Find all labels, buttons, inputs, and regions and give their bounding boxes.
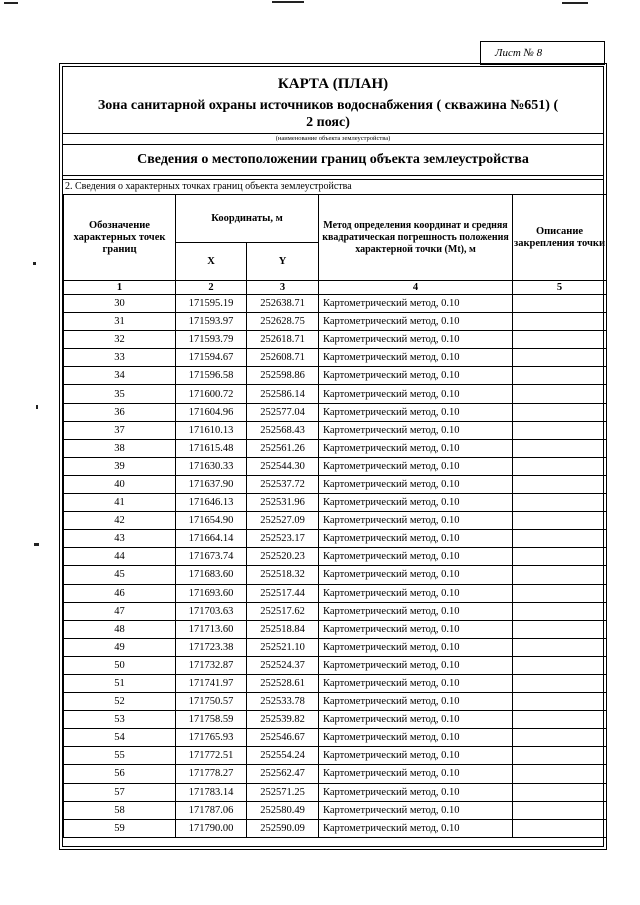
scan-speck bbox=[272, 1, 304, 3]
x-coordinate-cell: 171593.97 bbox=[176, 313, 247, 331]
point-number-cell: 53 bbox=[64, 711, 176, 729]
description-cell bbox=[513, 747, 607, 765]
point-number-cell: 31 bbox=[64, 313, 176, 331]
description-cell bbox=[513, 638, 607, 656]
point-number-cell: 36 bbox=[64, 403, 176, 421]
x-coordinate-cell: 171787.06 bbox=[176, 801, 247, 819]
method-cell: Картометрический метод, 0.10 bbox=[319, 421, 513, 439]
y-coordinate-cell: 252518.84 bbox=[247, 620, 319, 638]
sub-section-title: 2. Сведения о характерных точках границ объекта землеустройства bbox=[63, 179, 603, 194]
header-y: Y bbox=[247, 243, 319, 281]
point-number-cell: 51 bbox=[64, 674, 176, 692]
header-coordinates: Координаты, м bbox=[176, 195, 319, 243]
table-row bbox=[64, 349, 607, 367]
x-coordinate-cell: 171783.14 bbox=[176, 783, 247, 801]
method-cell: Картометрический метод, 0.10 bbox=[319, 530, 513, 548]
method-cell: Картометрический метод, 0.10 bbox=[319, 674, 513, 692]
y-coordinate-cell: 252537.72 bbox=[247, 475, 319, 493]
x-coordinate-cell: 171654.90 bbox=[176, 512, 247, 530]
description-cell bbox=[513, 475, 607, 493]
table-row bbox=[64, 729, 607, 747]
header-method: Метод определения координат и средняя квадратическая погрешность положения характерной точки (Mt), м bbox=[319, 195, 513, 281]
point-number-cell: 39 bbox=[64, 457, 176, 475]
x-coordinate-cell: 171732.87 bbox=[176, 656, 247, 674]
y-coordinate-cell: 252520.23 bbox=[247, 548, 319, 566]
x-coordinate-cell: 171741.97 bbox=[176, 674, 247, 692]
method-cell: Картометрический метод, 0.10 bbox=[319, 819, 513, 837]
method-cell: Картометрический метод, 0.10 bbox=[319, 349, 513, 367]
description-cell bbox=[513, 693, 607, 711]
y-coordinate-cell: 252554.24 bbox=[247, 747, 319, 765]
y-coordinate-cell: 252521.10 bbox=[247, 638, 319, 656]
table-row bbox=[64, 530, 607, 548]
x-coordinate-cell: 171596.58 bbox=[176, 367, 247, 385]
y-coordinate-cell: 252544.30 bbox=[247, 457, 319, 475]
description-cell bbox=[513, 548, 607, 566]
y-coordinate-cell: 252608.71 bbox=[247, 349, 319, 367]
method-cell: Картометрический метод, 0.10 bbox=[319, 313, 513, 331]
object-caption: (наименование объекта землеустройства) bbox=[63, 133, 603, 145]
point-number-cell: 55 bbox=[64, 747, 176, 765]
y-coordinate-cell: 252518.32 bbox=[247, 566, 319, 584]
method-cell: Картометрический метод, 0.10 bbox=[319, 747, 513, 765]
table-row bbox=[64, 367, 607, 385]
table-row bbox=[64, 584, 607, 602]
method-cell: Картометрический метод, 0.10 bbox=[319, 295, 513, 313]
x-coordinate-cell: 171750.57 bbox=[176, 693, 247, 711]
x-coordinate-cell: 171778.27 bbox=[176, 765, 247, 783]
method-cell: Картометрический метод, 0.10 bbox=[319, 512, 513, 530]
description-cell bbox=[513, 819, 607, 837]
point-number-cell: 44 bbox=[64, 548, 176, 566]
method-cell: Картометрический метод, 0.10 bbox=[319, 331, 513, 349]
x-coordinate-cell: 171637.90 bbox=[176, 475, 247, 493]
method-cell: Картометрический метод, 0.10 bbox=[319, 439, 513, 457]
scan-speck bbox=[36, 405, 38, 409]
description-cell bbox=[513, 421, 607, 439]
y-coordinate-cell: 252580.49 bbox=[247, 801, 319, 819]
point-number-cell: 45 bbox=[64, 566, 176, 584]
method-cell: Картометрический метод, 0.10 bbox=[319, 548, 513, 566]
x-coordinate-cell: 171765.93 bbox=[176, 729, 247, 747]
header-x: X bbox=[176, 243, 247, 281]
table-row bbox=[64, 295, 607, 313]
x-coordinate-cell: 171723.38 bbox=[176, 638, 247, 656]
table-row bbox=[64, 494, 607, 512]
x-coordinate-cell: 171593.79 bbox=[176, 331, 247, 349]
x-coordinate-cell: 171594.67 bbox=[176, 349, 247, 367]
point-number-cell: 57 bbox=[64, 783, 176, 801]
point-number-cell: 50 bbox=[64, 656, 176, 674]
method-cell: Картометрический метод, 0.10 bbox=[319, 403, 513, 421]
table-row bbox=[64, 711, 607, 729]
method-cell: Картометрический метод, 0.10 bbox=[319, 457, 513, 475]
x-coordinate-cell: 171703.63 bbox=[176, 602, 247, 620]
method-cell: Картометрический метод, 0.10 bbox=[319, 385, 513, 403]
point-number-cell: 47 bbox=[64, 602, 176, 620]
x-coordinate-cell: 171595.19 bbox=[176, 295, 247, 313]
description-cell bbox=[513, 530, 607, 548]
x-coordinate-cell: 171693.60 bbox=[176, 584, 247, 602]
point-number-cell: 46 bbox=[64, 584, 176, 602]
y-coordinate-cell: 252590.09 bbox=[247, 819, 319, 837]
column-number-row bbox=[64, 281, 607, 295]
y-coordinate-cell: 252539.82 bbox=[247, 711, 319, 729]
zone-title: Зона санитарной охраны источников водоснабжения ( скважина №651) ( 2 пояс) bbox=[97, 98, 559, 130]
table-row bbox=[64, 747, 607, 765]
y-coordinate-cell: 252586.14 bbox=[247, 385, 319, 403]
header-designation: Обозначение характерных точек границ bbox=[64, 195, 176, 281]
method-cell: Картометрический метод, 0.10 bbox=[319, 729, 513, 747]
document-inner-frame bbox=[62, 66, 604, 847]
scan-speck bbox=[34, 543, 39, 546]
table-row bbox=[64, 602, 607, 620]
description-cell bbox=[513, 620, 607, 638]
y-coordinate-cell: 252531.96 bbox=[247, 494, 319, 512]
y-coordinate-cell: 252524.37 bbox=[247, 656, 319, 674]
y-coordinate-cell: 252561.26 bbox=[247, 439, 319, 457]
column-number: 2 bbox=[176, 281, 247, 295]
point-number-cell: 48 bbox=[64, 620, 176, 638]
column-number: 4 bbox=[319, 281, 513, 295]
point-number-cell: 38 bbox=[64, 439, 176, 457]
y-coordinate-cell: 252618.71 bbox=[247, 331, 319, 349]
method-cell: Картометрический метод, 0.10 bbox=[319, 656, 513, 674]
table-row bbox=[64, 638, 607, 656]
point-number-cell: 42 bbox=[64, 512, 176, 530]
table-body bbox=[64, 295, 607, 838]
point-number-cell: 35 bbox=[64, 385, 176, 403]
method-cell: Картометрический метод, 0.10 bbox=[319, 620, 513, 638]
point-number-cell: 54 bbox=[64, 729, 176, 747]
description-cell bbox=[513, 349, 607, 367]
description-cell bbox=[513, 765, 607, 783]
description-cell bbox=[513, 313, 607, 331]
method-cell: Картометрический метод, 0.10 bbox=[319, 602, 513, 620]
point-number-cell: 52 bbox=[64, 693, 176, 711]
method-cell: Картометрический метод, 0.10 bbox=[319, 367, 513, 385]
description-cell bbox=[513, 512, 607, 530]
table-row bbox=[64, 674, 607, 692]
y-coordinate-cell: 252568.43 bbox=[247, 421, 319, 439]
y-coordinate-cell: 252527.09 bbox=[247, 512, 319, 530]
x-coordinate-cell: 171600.72 bbox=[176, 385, 247, 403]
description-cell bbox=[513, 331, 607, 349]
table-row bbox=[64, 457, 607, 475]
x-coordinate-cell: 171610.13 bbox=[176, 421, 247, 439]
x-coordinate-cell: 171664.14 bbox=[176, 530, 247, 548]
table-row bbox=[64, 403, 607, 421]
point-number-cell: 40 bbox=[64, 475, 176, 493]
point-number-cell: 32 bbox=[64, 331, 176, 349]
table-row bbox=[64, 620, 607, 638]
y-coordinate-cell: 252577.04 bbox=[247, 403, 319, 421]
x-coordinate-cell: 171790.00 bbox=[176, 819, 247, 837]
method-cell: Картометрический метод, 0.10 bbox=[319, 783, 513, 801]
x-coordinate-cell: 171758.59 bbox=[176, 711, 247, 729]
x-coordinate-cell: 171683.60 bbox=[176, 566, 247, 584]
description-cell bbox=[513, 403, 607, 421]
point-number-cell: 59 bbox=[64, 819, 176, 837]
x-coordinate-cell: 171772.51 bbox=[176, 747, 247, 765]
y-coordinate-cell: 252562.47 bbox=[247, 765, 319, 783]
method-cell: Картометрический метод, 0.10 bbox=[319, 801, 513, 819]
header-description: Описание закрепления точки bbox=[513, 195, 607, 281]
title-block bbox=[63, 67, 603, 131]
description-cell bbox=[513, 656, 607, 674]
y-coordinate-cell: 252523.17 bbox=[247, 530, 319, 548]
column-number: 1 bbox=[64, 281, 176, 295]
method-cell: Картометрический метод, 0.10 bbox=[319, 584, 513, 602]
point-number-cell: 49 bbox=[64, 638, 176, 656]
table-row bbox=[64, 475, 607, 493]
map-title: КАРТА (ПЛАН) bbox=[277, 76, 389, 92]
table-row bbox=[64, 819, 607, 837]
y-coordinate-cell: 252533.78 bbox=[247, 693, 319, 711]
description-cell bbox=[513, 295, 607, 313]
scan-speck bbox=[33, 262, 36, 265]
method-cell: Картометрический метод, 0.10 bbox=[319, 638, 513, 656]
x-coordinate-cell: 171615.48 bbox=[176, 439, 247, 457]
description-cell bbox=[513, 584, 607, 602]
description-cell bbox=[513, 439, 607, 457]
method-cell: Картометрический метод, 0.10 bbox=[319, 566, 513, 584]
y-coordinate-cell: 252628.75 bbox=[247, 313, 319, 331]
description-cell bbox=[513, 602, 607, 620]
method-cell: Картометрический метод, 0.10 bbox=[319, 693, 513, 711]
y-coordinate-cell: 252528.61 bbox=[247, 674, 319, 692]
table-row bbox=[64, 512, 607, 530]
table-row bbox=[64, 313, 607, 331]
description-cell bbox=[513, 367, 607, 385]
description-cell bbox=[513, 566, 607, 584]
sheet-number: Лист № 8 bbox=[480, 41, 605, 65]
point-number-cell: 30 bbox=[64, 295, 176, 313]
table-row bbox=[64, 331, 607, 349]
column-number: 3 bbox=[247, 281, 319, 295]
x-coordinate-cell: 171630.33 bbox=[176, 457, 247, 475]
method-cell: Картометрический метод, 0.10 bbox=[319, 475, 513, 493]
description-cell bbox=[513, 385, 607, 403]
y-coordinate-cell: 252517.44 bbox=[247, 584, 319, 602]
table-row bbox=[64, 566, 607, 584]
y-coordinate-cell: 252638.71 bbox=[247, 295, 319, 313]
x-coordinate-cell: 171673.74 bbox=[176, 548, 247, 566]
scan-speck bbox=[4, 2, 18, 4]
section-title: Сведения о местоположении границ объекта землеустройства bbox=[63, 145, 603, 176]
point-number-cell: 43 bbox=[64, 530, 176, 548]
x-coordinate-cell: 171646.13 bbox=[176, 494, 247, 512]
scan-speck bbox=[562, 2, 588, 4]
y-coordinate-cell: 252546.67 bbox=[247, 729, 319, 747]
column-number: 5 bbox=[513, 281, 607, 295]
point-number-cell: 34 bbox=[64, 367, 176, 385]
table-row bbox=[64, 548, 607, 566]
x-coordinate-cell: 171604.96 bbox=[176, 403, 247, 421]
x-coordinate-cell: 171713.60 bbox=[176, 620, 247, 638]
table-row bbox=[64, 439, 607, 457]
description-cell bbox=[513, 801, 607, 819]
table-row bbox=[64, 656, 607, 674]
point-number-cell: 56 bbox=[64, 765, 176, 783]
point-number-cell: 33 bbox=[64, 349, 176, 367]
y-coordinate-cell: 252571.25 bbox=[247, 783, 319, 801]
boundary-points-table bbox=[63, 194, 607, 838]
table-row bbox=[64, 385, 607, 403]
y-coordinate-cell: 252598.86 bbox=[247, 367, 319, 385]
description-cell bbox=[513, 494, 607, 512]
point-number-cell: 58 bbox=[64, 801, 176, 819]
document-frame bbox=[59, 63, 607, 850]
description-cell bbox=[513, 674, 607, 692]
description-cell bbox=[513, 457, 607, 475]
method-cell: Картометрический метод, 0.10 bbox=[319, 494, 513, 512]
y-coordinate-cell: 252517.62 bbox=[247, 602, 319, 620]
table-row bbox=[64, 801, 607, 819]
description-cell bbox=[513, 729, 607, 747]
point-number-cell: 41 bbox=[64, 494, 176, 512]
description-cell bbox=[513, 711, 607, 729]
method-cell: Картометрический метод, 0.10 bbox=[319, 711, 513, 729]
table-row bbox=[64, 421, 607, 439]
table-row bbox=[64, 765, 607, 783]
table-row bbox=[64, 783, 607, 801]
method-cell: Картометрический метод, 0.10 bbox=[319, 765, 513, 783]
table-row bbox=[64, 693, 607, 711]
point-number-cell: 37 bbox=[64, 421, 176, 439]
description-cell bbox=[513, 783, 607, 801]
